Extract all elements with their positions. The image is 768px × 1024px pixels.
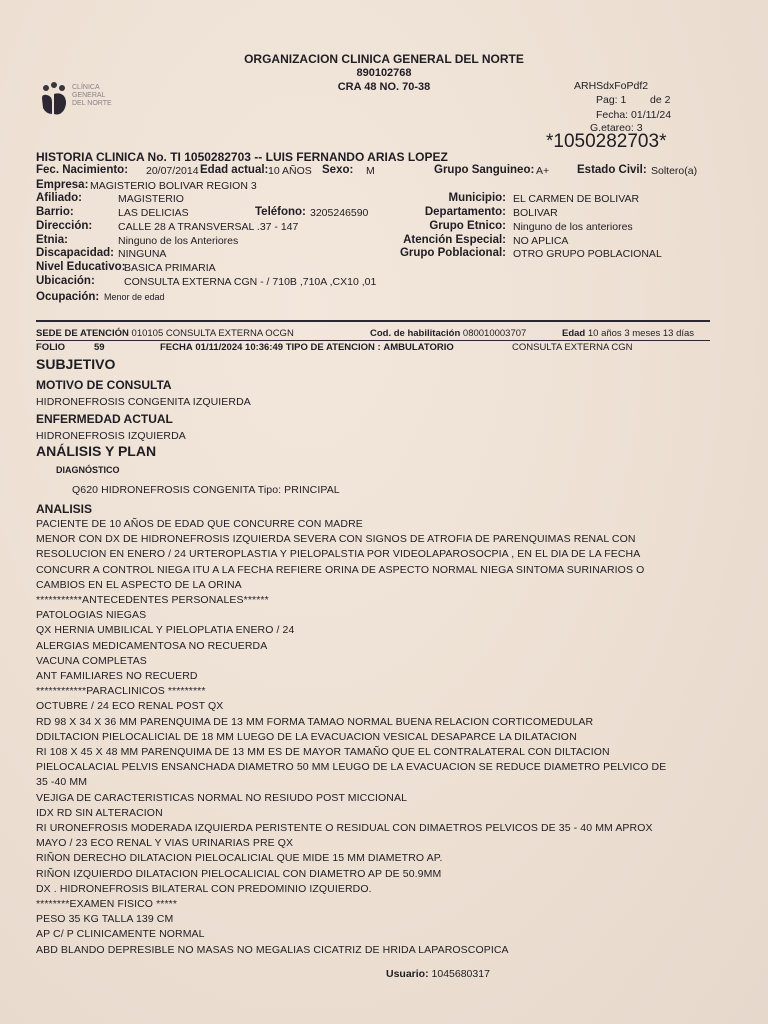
grupo-etnico-value: Ninguno de los anteriores bbox=[513, 221, 633, 233]
org-address: CRA 48 NO. 70-38 bbox=[337, 81, 431, 93]
analisis-line: DX . HIDRONEFROSIS BILATERAL CON PREDOMINIO IZQUIERDO. bbox=[36, 882, 372, 895]
analisis-line: RI URONEFROSIS MODERADA IZQUIERDA PERISTENTE O RESIDUAL CON DIMAETROS PELVICOS DE 35 - 40 MM APROX bbox=[36, 822, 653, 834]
folio-value: 59 bbox=[94, 342, 105, 353]
fecha-att-value: 01/11/2024 10:36:49 bbox=[195, 342, 284, 353]
cod-label: Cod. de habilitación bbox=[370, 328, 461, 339]
tipo-label: TIPO DE ATENCION : bbox=[285, 342, 381, 353]
org-name: ORGANIZACION CLINICA GENERAL DEL NORTE bbox=[244, 52, 524, 66]
analisis-line: ANT FAMILIARES NO RECUERD bbox=[36, 670, 198, 682]
analisis-line: RIÑON IZQUIERDO DILATACION PIELOCALICIAL CON DIAMETRO AP DE 50.9MM bbox=[36, 867, 442, 880]
analisis-line: CONCURR A CONTROL NIEGA ITU A LA FECHA REFIERE ORINA DE ASPECTO NORMAL NIEGA SINTOMA SURINARIOS O bbox=[36, 563, 645, 576]
analisis-line: OCTUBRE / 24 ECO RENAL POST QX bbox=[36, 700, 224, 713]
grupo-etnico-label: Grupo Etnico: bbox=[429, 220, 506, 232]
analisis-line: ALERGIAS MEDICAMENTOSA NO RECUERDA bbox=[36, 639, 268, 652]
folio-label: FOLIO bbox=[36, 342, 66, 353]
analisis-line: VEJIGA DE CARACTERISTICAS NORMAL NO RESIUDO POST MICCIONAL bbox=[36, 791, 408, 804]
etnia-value: Ninguno de los Anteriores bbox=[118, 235, 239, 247]
analisis-line: ABD BLANDO DEPRESIBLE NO MASAS NO MEGALIAS CICATRIZ DE HRIDA LAPAROSCOPICA bbox=[36, 943, 509, 956]
atencion-label: Atención Especial: bbox=[403, 234, 506, 246]
analisis-line: RI 108 X 45 X 48 MM PARENQUIMA DE 13 MM ES DE MAYOR TAMAÑO QUE EL CONTRALATERAL CON DILTACION bbox=[36, 746, 610, 758]
grupo-pob-label: Grupo Poblacional: bbox=[399, 247, 506, 259]
sexo-label: Sexo: bbox=[322, 164, 354, 176]
analisis-line: IDX RD SIN ALTERACION bbox=[36, 806, 163, 819]
analisis-line: ***********ANTECEDENTES PERSONALES****** bbox=[36, 594, 269, 606]
discapacidad-value: NINGUNA bbox=[118, 248, 167, 260]
telefono-value: 3205246590 bbox=[310, 207, 369, 219]
departamento-value: BOLIVAR bbox=[513, 207, 558, 219]
grupo-pob-value: OTRO GRUPO POBLACIONAL bbox=[513, 248, 662, 260]
usuario-label: Usuario: bbox=[386, 968, 429, 980]
analisis-line: ************PARACLINICOS ********* bbox=[36, 685, 206, 698]
section-diagnostico: DIAGNÓSTICO bbox=[56, 465, 120, 475]
estado-civil-label: Estado Civil: bbox=[577, 164, 647, 176]
analisis-line: PACIENTE DE 10 AÑOS DE EDAD QUE CONCURRE CON MADRE bbox=[36, 518, 363, 530]
fec-nac-value: 20/07/2014 bbox=[146, 165, 199, 177]
telefono-label: Teléfono: bbox=[255, 206, 306, 218]
grupo-sang-label: Grupo Sanguineo: bbox=[434, 164, 535, 176]
nivel-value: BASICA PRIMARIA bbox=[124, 262, 216, 274]
analisis-line: RIÑON DERECHO DILATACION PIELOCALICIAL QUE MIDE 15 MM DIAMETRO AP. bbox=[36, 852, 443, 865]
analisis-line: MENOR CON DX DE HIDRONEFROSIS IZQUIERDA SEVERA CON SIGNOS DE ATROFIA DE PARENQUIMAS RENAL CON bbox=[36, 533, 636, 546]
hc-title: HISTORIA CLINICA No. TI 1050282703 -- LUIS FERNANDO ARIAS LOPEZ bbox=[36, 150, 448, 164]
barcode-id: *1050282703* bbox=[546, 131, 667, 152]
enfermedad-text: HIDRONEFROSIS IZQUIERDA bbox=[36, 430, 186, 442]
direccion-value: CALLE 28 A TRANSVERSAL .37 - 147 bbox=[118, 221, 299, 233]
sede-value: 010105 CONSULTA EXTERNA OCGN bbox=[131, 328, 294, 339]
afiliado-value: MAGISTERIO bbox=[118, 193, 184, 205]
analisis-line: ********EXAMEN FISICO ***** bbox=[36, 898, 177, 910]
diagnostico-text: Q620 HIDRONEFROSIS CONGENITA Tipo: PRINCIPAL bbox=[72, 484, 340, 496]
org-nit: 890102768 bbox=[356, 67, 412, 79]
direccion-label: Dirección: bbox=[36, 220, 93, 232]
analisis-line: PIELOCALACIAL PELVIS ENSANCHADA DIAMETRO 50 MM LEUGO DE LA EVACUACION SE REDUCE DIAMETRO PELVICO DE bbox=[36, 761, 667, 774]
section-enfermedad: ENFERMEDAD ACTUAL bbox=[36, 412, 173, 426]
ubicacion-value: CONSULTA EXTERNA CGN - / 710B ,710A ,CX10 ,01 bbox=[124, 276, 377, 288]
barrio-value: LAS DELICIAS bbox=[118, 207, 189, 219]
servicio: CONSULTA EXTERNA CGN bbox=[512, 342, 633, 353]
sexo-value: M bbox=[366, 165, 375, 177]
sede-label: SEDE DE ATENCIÓN bbox=[36, 328, 129, 339]
logo-text-2: GENERAL bbox=[72, 92, 106, 99]
cod-value: 080010003707 bbox=[462, 328, 527, 339]
ocupacion-label: Ocupación: bbox=[36, 291, 100, 303]
municipio-label: Municipio: bbox=[448, 192, 506, 204]
analisis-line: AP C/ P CLINICAMENTE NORMAL bbox=[36, 928, 205, 941]
analisis-line: PATOLOGIAS NIEGAS bbox=[36, 609, 147, 622]
nivel-label: Nivel Educativo: bbox=[36, 261, 126, 273]
atencion-value: NO APLICA bbox=[513, 235, 569, 247]
fecha-att-label: FECHA bbox=[160, 342, 193, 353]
edad-att-label: Edad bbox=[562, 328, 586, 339]
grupo-sang-value: A+ bbox=[536, 165, 550, 177]
analisis-line: 35 -40 MM bbox=[36, 776, 88, 789]
section-motivo: MOTIVO DE CONSULTA bbox=[36, 378, 172, 392]
section-analisis: ANALISIS bbox=[36, 502, 93, 516]
analisis-line: DDILTACION PIELOCALICIAL DE 18 MM LUEGO DE LA EVACUACION VESICAL DESAPARCE LA DILATACION bbox=[36, 730, 577, 743]
logo-text-1: CLÍNICA bbox=[72, 84, 100, 91]
age-group: G.etareo: 3 bbox=[590, 122, 643, 134]
divider-top bbox=[36, 320, 710, 322]
analisis-line: PESO 35 KG TALLA 139 CM bbox=[36, 913, 174, 926]
analisis-line: MAYO / 23 ECO RENAL Y VIAS URINARIAS PRE QX bbox=[36, 837, 294, 850]
section-subjetivo: SUBJETIVO bbox=[36, 356, 116, 372]
analisis-line: RESOLUCION EN ENERO / 24 URTEROPLASTIA Y PIELOPALSTIA POR VIDEOLAPAROSOCPIA , EN EL DIA DE LA FECHA bbox=[36, 548, 641, 561]
tipo-value: AMBULATORIO bbox=[383, 342, 454, 353]
edad-label: Edad actual: bbox=[200, 164, 269, 176]
page-number: Pag: 1 bbox=[596, 94, 627, 106]
estado-civil-value: Soltero(a) bbox=[651, 165, 698, 177]
ocupacion-value: Menor de edad bbox=[104, 292, 165, 302]
header-date: Fecha: 01/11/24 bbox=[596, 109, 672, 121]
analisis-line: VACUNA COMPLETAS bbox=[36, 654, 147, 667]
empresa-value: MAGISTERIO BOLIVAR REGION 3 bbox=[90, 180, 257, 192]
analisis-line: CAMBIOS EN EL ASPECTO DE LA ORINA bbox=[36, 578, 242, 591]
ubicacion-label: Ubicación: bbox=[36, 275, 95, 287]
section-analisis-plan: ANÁLISIS Y PLAN bbox=[36, 443, 157, 459]
page-total: de 2 bbox=[650, 94, 671, 106]
divider-mid bbox=[36, 340, 710, 341]
departamento-label: Departamento: bbox=[424, 206, 506, 218]
barrio-label: Barrio: bbox=[36, 206, 74, 218]
etnia-label: Etnia: bbox=[36, 234, 68, 246]
doc-code: ARHSdxFoPdf2 bbox=[574, 80, 649, 92]
discapacidad-label: Discapacidad: bbox=[36, 247, 114, 259]
empresa-label: Empresa: bbox=[36, 179, 89, 191]
municipio-value: EL CARMEN DE BOLIVAR bbox=[513, 193, 640, 205]
usuario-value: 1045680317 bbox=[431, 968, 490, 980]
analisis-line: RD 98 X 34 X 36 MM PARENQUIMA DE 13 MM FORMA TAMAO NORMAL BUENA RELACION CORTICOMEDULAR bbox=[36, 715, 594, 728]
edad-att-value: 10 años 3 meses 13 días bbox=[587, 328, 695, 339]
analisis-line: QX HERNIA UMBILICAL Y PIELOPLATIA ENERO / 24 bbox=[36, 624, 295, 637]
motivo-text: HIDRONEFROSIS CONGENITA IZQUIERDA bbox=[36, 396, 251, 408]
afiliado-label: Afiliado: bbox=[36, 192, 82, 204]
edad-value: 10 AÑOS bbox=[268, 165, 312, 177]
logo-text-3: DEL NORTE bbox=[72, 100, 112, 107]
fec-nac-label: Fec. Nacimiento: bbox=[36, 164, 129, 176]
